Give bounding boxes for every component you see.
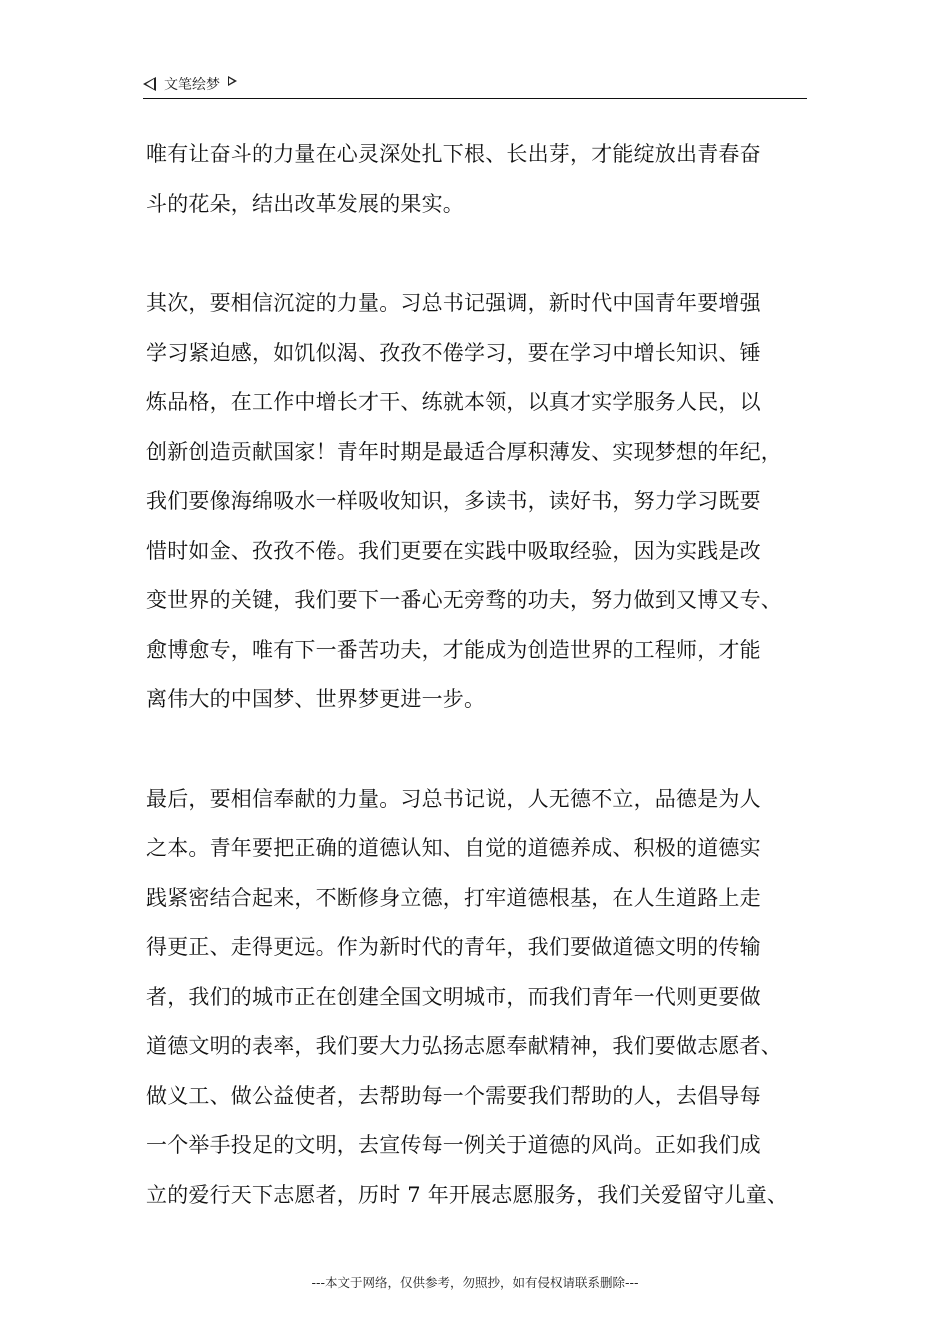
text-line: 立的爱行天下志愿者，历时 7 年开展志愿服务，我们关爱留守儿童、: [146, 1182, 789, 1207]
text-line: 炼品格，在工作中增长才干、练就本领，以真才实学服务人民，以: [146, 390, 761, 414]
text-line: 我们要像海绵吸水一样吸收知识，多读书，读好书，努力学习既要: [146, 489, 761, 513]
page-footer: ---本文于网络，仅供参考，勿照抄，如有侵权请联系删除---: [311, 1275, 639, 1290]
header-title-group: [143, 74, 237, 94]
text-line: 其次，要相信沉淀的力量。习总书记强调，新时代中国青年要增强: [146, 291, 761, 315]
paragraph: [146, 279, 818, 725]
text-line: 惜时如金、孜孜不倦。我们更要在实践中吸取经验，因为实践是改: [146, 538, 761, 563]
triangle-right-icon: [228, 76, 237, 86]
text-line: 斗的花朵，结出改革发展的果实。: [146, 191, 464, 216]
text-line: 唯有让奋斗的力量在心灵深处扎下根、长出芽，才能绽放出青春奋: [146, 142, 761, 166]
text-line: 离伟大的中国梦、世界梦更进一步。: [146, 687, 486, 711]
text-line: 做义工、做公益使者，去帮助每一个需要我们帮助的人，去倡导每: [146, 1083, 761, 1108]
paragraph: [146, 775, 818, 1221]
text-line: 愈博愈专，唯有下一番苦功夫，才能成为创造世界的工程师，才能: [146, 637, 761, 662]
text-line: 变世界的关键，我们要下一番心无旁骛的功夫，努力做到又博又专、: [146, 588, 782, 612]
page-header: [143, 72, 807, 99]
paragraph-spacer: [146, 725, 818, 775]
text-line: 创新创造贡献国家！青年时期是最适合厚积薄发、实现梦想的年纪，: [146, 439, 782, 464]
text-line: 学习紧迫感，如饥似渴、孜孜不倦学习，要在学习中增长知识、锤: [146, 340, 761, 365]
text-line: 道德文明的表率，我们要大力弘扬志愿奉献精神，我们要做志愿者、: [146, 1034, 782, 1058]
text-line: 之本。青年要把正确的道德认知、自觉的道德养成、积极的道德实: [146, 836, 761, 860]
triangle-left-icon: [143, 77, 156, 91]
text-line: 最后，要相信奉献的力量。习总书记说，人无德不立，品德是为人: [146, 786, 761, 811]
text-line: 者，我们的城市正在创建全国文明城市，而我们青年一代则更要做: [146, 984, 761, 1009]
text-line: 得更正、走得更远。作为新时代的青年，我们要做道德文明的传输: [146, 935, 761, 959]
text-line: 践紧密结合起来，不断修身立德，打牢道德根基，在人生道路上走: [146, 885, 761, 910]
document-body: [146, 130, 818, 1220]
header-title: 文笔绘梦: [164, 77, 220, 93]
paragraph-spacer: [146, 229, 818, 279]
text-line: 一个举手投足的文明，去宣传每一例关于道德的风尚。正如我们成: [146, 1133, 761, 1157]
paragraph: [146, 130, 818, 229]
